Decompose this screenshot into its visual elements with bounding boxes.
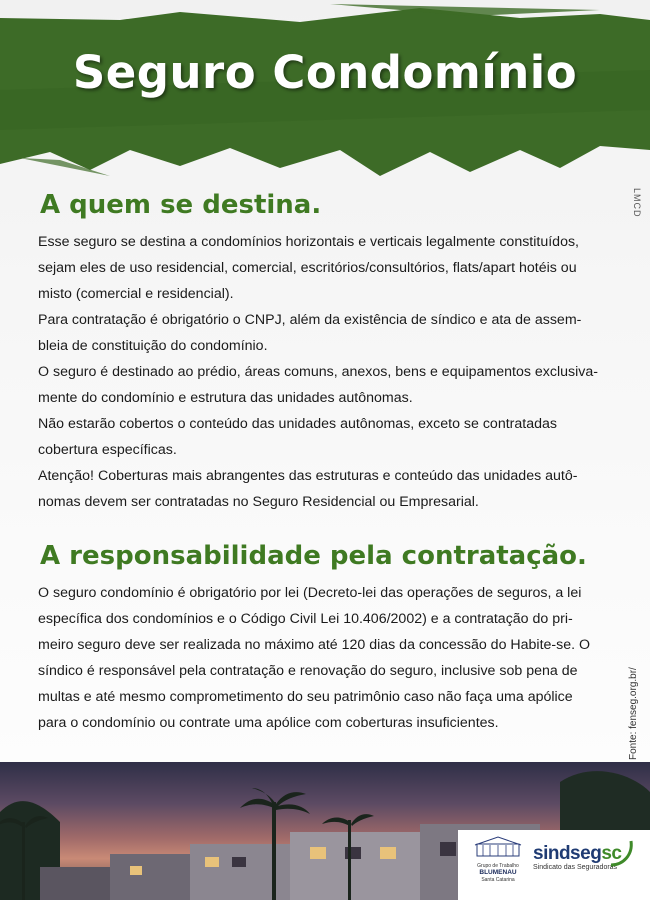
section-title-responsibility: A responsabilidade pela contratação. <box>40 541 587 571</box>
paragraph-line: O seguro condomínio é obrigatório por lei (Decreto-lei das operações de seguros, a lei <box>38 585 582 601</box>
paragraph-line: O seguro é destinado ao prédio, áreas comuns, anexos, bens e equipamentos exclusiva- <box>38 364 598 380</box>
sc-text: sc <box>601 843 622 864</box>
blumenau-logo <box>470 836 526 892</box>
sindseg-text: sindseg <box>533 843 602 864</box>
paragraph-line: Não estarão cobertos o conteúdo das unidades autônomas, exceto se contratadas <box>38 416 557 432</box>
paragraph-line: específica dos condomínios e o Código Civil Lei 10.406/2002) e a contratação do pri- <box>38 611 573 627</box>
paragraph-line: meiro seguro deve ser realizada no máximo até 120 dias da concessão do Habite-se. O <box>38 637 591 653</box>
blumenau-top-text: Grupo de Trabalho <box>477 863 519 869</box>
sindsegsc-logo <box>533 843 643 871</box>
paragraph-line: Atenção! Coberturas mais abrangentes das estruturas e conteúdo das unidades autô- <box>38 468 578 484</box>
swoosh-icon <box>607 839 637 869</box>
title-banner <box>0 0 650 180</box>
building-icon <box>473 836 523 858</box>
paragraph-line: mente do condomínio e estrutura das unidades autônomas. <box>38 390 413 406</box>
paragraph-line: bleia de constituição do condomínio. <box>38 338 268 354</box>
paragraph-line: cobertura específicas. <box>38 442 177 458</box>
paragraph-line: síndico é responsável pela contratação e renovação do seguro, inclusive sob pena de <box>38 663 578 679</box>
sindsegsc-subtitle: Sindicato das Seguradoras <box>533 864 618 871</box>
paragraph-line: misto (comercial e residencial). <box>38 286 234 302</box>
blumenau-sub-text: Santa Catarina <box>481 877 515 883</box>
designer-mark: LMCD <box>632 188 642 218</box>
paragraph-line: multas e até mesmo comprometimento do seu patrimônio caso não faça uma apólice <box>38 689 573 705</box>
page-title: Seguro Condomínio <box>72 46 578 99</box>
paragraph-line: Esse seguro se destina a condomínios horizontais e verticais legalmente constituídos, <box>38 234 579 250</box>
paragraph-line: Para contratação é obrigatório o CNPJ, além da existência de síndico e ata de assem- <box>38 312 582 328</box>
paragraph-line: nomas devem ser contratadas no Seguro Residencial ou Empresarial. <box>38 494 479 510</box>
paragraph-line: para o condomínio ou contrate uma apólice com coberturas insuficientes. <box>38 715 499 731</box>
blumenau-name: BLUMENAU <box>479 869 517 876</box>
source-credit: Fonte: fenseg.org.br/ <box>628 667 639 760</box>
section-body-destination <box>38 229 613 515</box>
paragraph-line: sejam eles de uso residencial, comercial, escritórios/consultórios, flats/apart hotéis ou <box>38 260 577 276</box>
section-title-destination: A quem se destina. <box>40 190 322 220</box>
section-body-responsibility <box>38 580 613 736</box>
